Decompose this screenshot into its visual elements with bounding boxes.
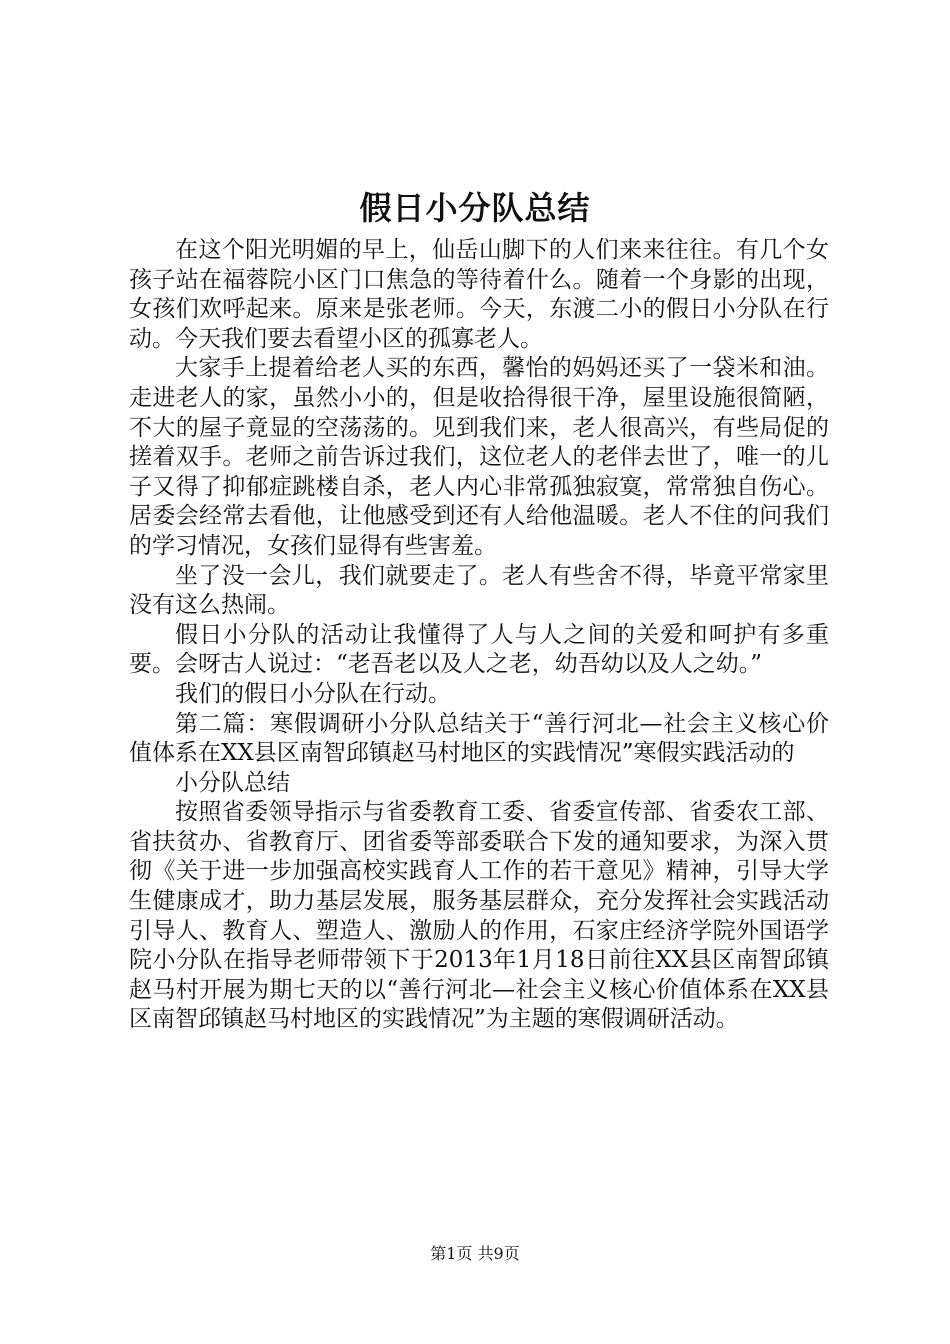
paragraph: 坐了没一会儿，我们就要走了。老人有些舍不得，毕竟平常家里没有这么热闹。 bbox=[129, 562, 829, 619]
page-number-footer: 第1页 共9页 bbox=[430, 1244, 520, 1263]
paragraph: 第二篇：寒假调研小分队总结关于“善行河北—社会主义核心价值体系在XX县区南智邱镇赵马村地区的实践情况”寒假实践活动的 bbox=[129, 710, 829, 767]
paragraph: 我们的假日小分队在行动。 bbox=[175, 680, 451, 707]
paragraph: 小分队总结 bbox=[175, 769, 290, 796]
paragraph: 按照省委领导指示与省委教育工委、省委宣传部、省委农工部、省扶贫办、省教育厅、团省委等部委联合下发的通知要求，为深入贯彻《关于进一步加强高校实践育人工作的若干意见》精神，引导大学生健康成才，助力基层发展，服务基层群众，充分发挥社会实践活动引导人、教育人、塑造人、激励人的作用，石家庄经济学院外国语学院小分队在指导老师带领下于2013年1月18日前往XX县区南智邱镇赵马村开展为期七天的以“善行河北—社会主义核心价值体系在XX县区南智邱镇赵马村地区的实践情况”为主题的寒假调研活动。 bbox=[129, 799, 829, 1033]
paragraph: 假日小分队的活动让我懂得了人与人之间的关爱和呵护有多重要。会呀古人说过：“老吾老以及人之老，幼吾幼以及人之幼。” bbox=[129, 621, 829, 678]
document-title: 假日小分队总结 bbox=[359, 189, 591, 227]
paragraph: 大家手上提着给老人买的东西，馨怡的妈妈还买了一袋米和油。走进老人的家，虽然小小的，但是收拾得很干净，屋里设施很简陋，不大的屋子竟显的空荡荡的。见到我们来，老人很高兴，有些局促的搓着双手。老师之前告诉过我们，这位老人的老伴去世了，唯一的儿子又得了抑郁症跳楼自杀，老人内心非常孤独寂寞，常常独自伤心。居委会经常去看他，让他感受到还有人给他温暖。老人不住的问我们的学习情况，女孩们显得有些害羞。 bbox=[129, 355, 829, 559]
document-body bbox=[129, 236, 829, 1035]
paragraph: 在这个阳光明媚的早上，仙岳山脚下的人们来来往往。有几个女孩子站在福蓉院小区门口焦急的等待着什么。随着一个身影的出现，女孩们欢呼起来。原来是张老师。今天，东渡二小的假日小分队在行动。今天我们要去看望小区的孤寡老人。 bbox=[129, 237, 829, 352]
